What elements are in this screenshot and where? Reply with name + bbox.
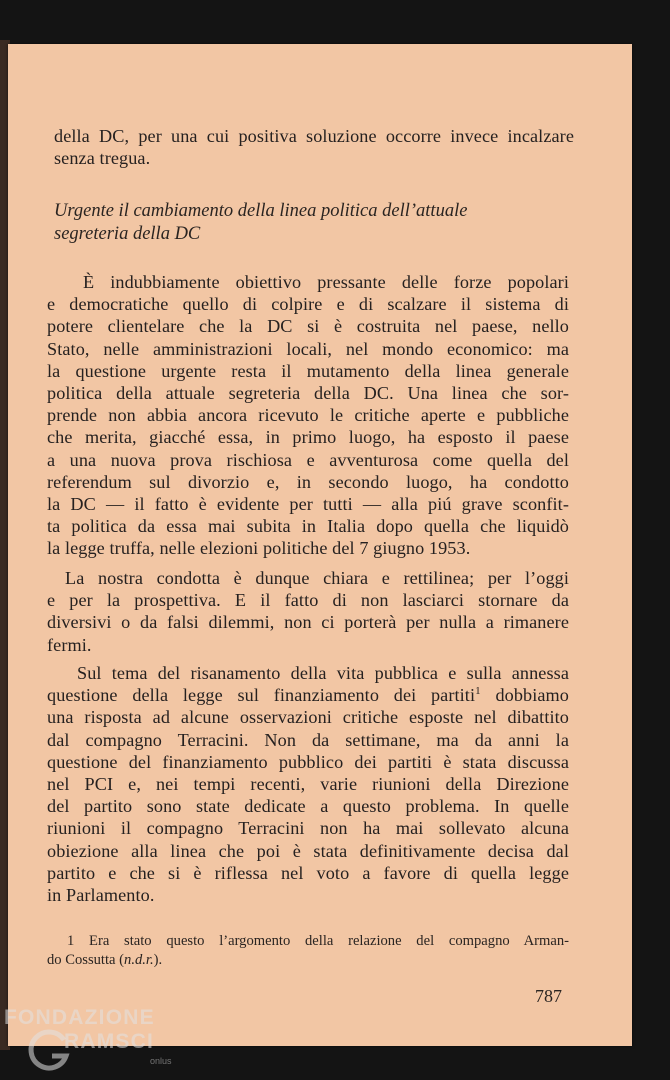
text-line: La nostra condotta è dunque chiara e rettilinea; per l’oggi [65,568,569,588]
paragraph-1 [47,271,569,560]
text-line: diversivi o da falsi dilemmi, non ci porterà per nulla a rimanere [47,612,569,633]
text-span: dobbiamo [480,685,569,706]
text-line: la legge truffa, nelle elezioni politiche del 7 giugno 1953. [47,538,471,559]
text-line: del partito sono state dedicate a questo problema. In quelle [47,796,569,817]
watermark-suffix: onlus [150,1056,172,1066]
text-line: prende non abbia ancora ricevuto le critiche aperte e pubbliche [47,405,569,426]
heading-line: segreteria della DC [54,223,201,244]
text-line: e democratiche quello di colpire e di scalzare il sistema di [47,294,569,315]
text-line: partito e che si è riflessa nel voto a favore di quella legge [47,862,569,883]
footnote-text: do Cossutta ( [47,952,125,968]
text-line: in Parlamento. [47,885,155,906]
text-line: referendum sul divorzio e, in secondo luogo, ha condotto [47,471,569,492]
text-line: ta politica da essa mai subita in Italia dopo quella che liquidò [47,516,569,537]
text-line: fermi. [47,634,92,655]
paragraph-2 [47,567,569,656]
text-line: e per la prospettiva. E il fatto di non lasciarci stornare da [47,590,569,611]
page-number: 787 [535,986,562,1006]
text-line: senza tregua. [54,148,151,169]
text-line: È indubbiamente obiettivo pressante delle forze popolari [83,272,569,292]
text-line: una risposta ad alcune osservazioni critiche esposte nel dibattito [47,707,569,728]
text-span: questione della legge sul finanziamento dei partiti [47,685,476,706]
text-line: obiezione alla linea che poi è stata definitivamente decisa dal [47,840,569,861]
text-line-with-footnote-ref [47,684,569,706]
text-line: dal compagno Terracini. Non da settimane, ma da anni la [47,729,569,750]
footnote-text: ). [153,952,163,968]
top-paragraph [54,125,574,169]
text-line: della DC, per una cui positiva soluzione occorre invece incalzare [54,126,574,146]
watermark [4,1006,174,1076]
heading-line: Urgente il cambiamento della linea politica dell’attuale [54,201,468,221]
watermark-line-1: FONDAZIONE [4,1006,155,1029]
text-line: potere clientelare che la DC si è costruita nel paese, nello [47,316,569,337]
text-line: politica della attuale segreteria della DC. Una linea che sor- [47,383,569,404]
text-line: riunioni il compagno Terracini non ha mai sollevato alcuna [47,818,569,839]
text-line: Stato, nelle amministrazioni locali, nel mondo economico: ma [47,338,569,359]
text-line: la questione urgente resta il mutamento della linea generale [47,360,569,381]
text-line: Sul tema del risanamento della vita pubblica e sulla annessa [77,663,569,683]
text-line: la DC — il fatto è evidente per tutti — alla piú grave sconfit- [47,494,569,515]
paragraph-3 [47,662,569,906]
footnote-abbreviation: n.d.r. [124,952,154,968]
footnote [47,932,569,970]
footnote-line [47,932,569,951]
section-heading [54,200,524,245]
footnote-reference[interactable]: 1 [475,685,481,698]
text-line: a una nuova prova rischiosa e avventurosa come quella del [47,449,569,470]
text-line: nel PCI e, nei tempi recenti, varie riunioni della Direzione [47,774,569,795]
text-line: questione del finanziamento pubblico dei partiti è stata discussa [47,751,569,772]
watermark-line-2: RAMSCI [64,1030,155,1053]
footnote-text: Era stato questo l’argomento della relazione del compagno Arman- [89,933,569,949]
footnote-number: 1 [67,933,75,949]
footnote-line [47,951,569,970]
text-line: che merita, giacché essa, in primo luogo, ha esposto il paese [47,427,569,448]
